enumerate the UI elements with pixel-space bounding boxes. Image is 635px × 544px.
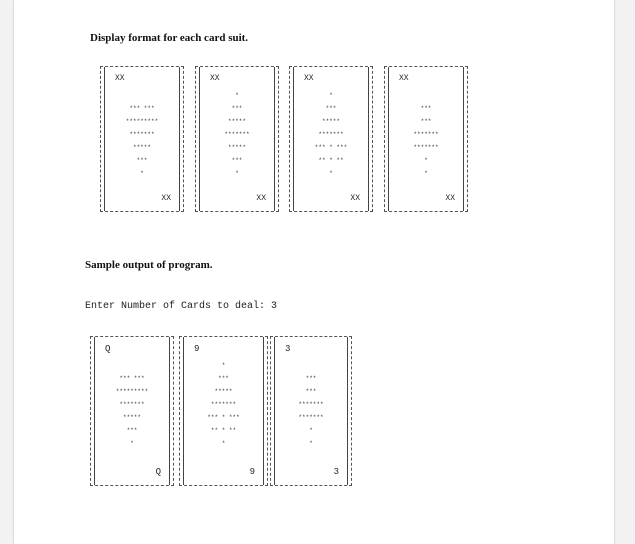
sample-card-queen [90,336,174,486]
card-rank-bottom: Q [155,467,161,477]
section-heading-display-format: Display format for each card suit. [90,32,249,44]
card-rank-top: XX [115,74,125,83]
card-rank-top: 9 [194,344,200,354]
card-suit-pattern: * *** ***** ******* *** * *** ** * ** * [314,92,348,177]
card-rank-top: XX [304,74,314,83]
card-rank-bottom: XX [256,194,266,203]
card-rank-bottom: 3 [333,467,339,477]
card-rank-bottom: XX [350,194,360,203]
suit-card-heart [195,66,279,212]
card-rank-bottom: 9 [249,467,255,477]
card-suit-pattern: *** *** ******* ******* * * [413,105,439,177]
card-suit-pattern: * *** ***** ******* *** * *** ** * ** * [207,362,240,447]
suit-card-diamond [384,66,468,212]
sample-card-three [270,336,352,486]
card-rank-top: 3 [285,344,291,354]
card-rank-bottom: XX [445,194,455,203]
suit-card-club [289,66,373,212]
card-suit-pattern: *** *** ******* ******* * * [298,375,324,447]
card-suit-pattern: * *** ***** ******* ***** *** * [224,92,250,177]
sample-card-nine [179,336,268,486]
card-rank-top: Q [105,344,111,354]
card-rank-top: XX [210,74,220,83]
card-rank-top: XX [399,74,409,83]
suit-card-spade [100,66,184,212]
card-rank-bottom: XX [161,194,171,203]
card-suit-pattern: *** *** ********* ******* ***** *** * [125,105,159,177]
section-heading-sample-output: Sample output of program. [85,259,213,271]
document-page [14,0,614,544]
sample-prompt-line: Enter Number of Cards to deal: 3 [85,301,278,312]
card-suit-pattern: *** *** ********* ******* ***** *** * [115,375,149,447]
